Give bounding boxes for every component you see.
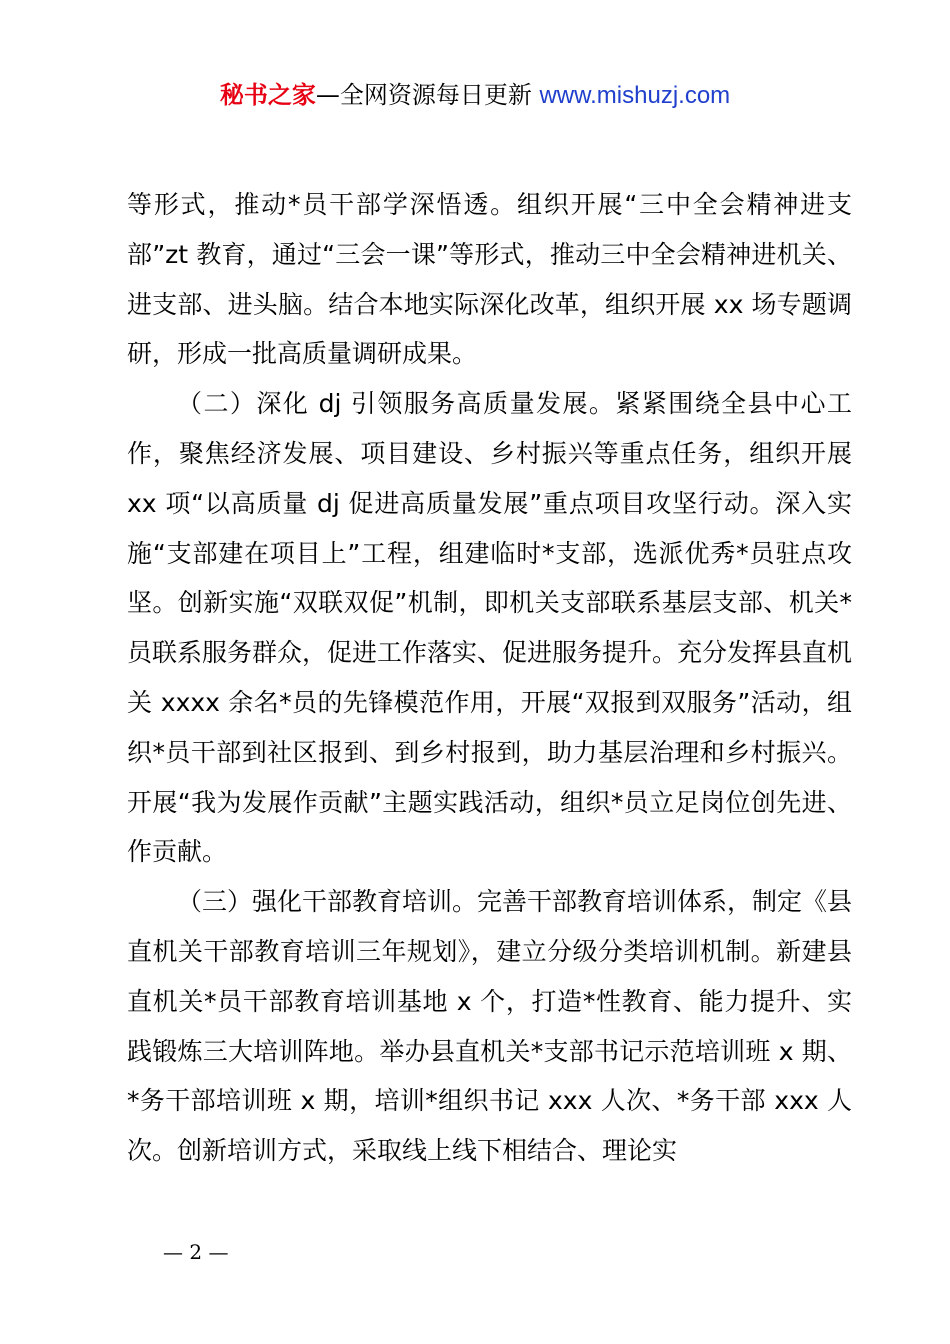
paragraph-continuation: 等形式，推动*员干部学深悟透。组织开展“三中全会精神进支部”zt 教育，通过“三会一课”等形式，推动三中全会精神进机关、进支部、进头脑。结合本地实际深化改革，组织开展 xx 场专题调研，形成一批高质量调研成果。 (127, 190, 852, 369)
header-url: www.mishuzj.com (539, 82, 731, 109)
paragraph-section-3: （三）强化干部教育培训。完善干部教育培训体系，制定《县直机关干部教育培训三年规划》，建立分级分类培训机制。新建县直机关*员干部教育培训基地 x 个，打造*性教育、能力提升、实践锻炼三大培训阵地。举办县直机关*支部书记示范培训班 x 期、*务干部培训班 x 期，培训*组织书记 xxx 人次、*务干部 xxx 人次。创新培训方式，采取线上线下相结合、理论实 (127, 887, 853, 1166)
document-body (127, 180, 852, 1176)
header-tagline: —全网资源每日更新 (315, 81, 540, 109)
page-number: — 2 — (163, 1240, 229, 1264)
paragraph-section-2: （二）深化 dj 引领服务高质量发展。紧紧围绕全县中心工作，聚焦经济发展、项目建设、乡村振兴等重点任务，组织开展 xx 项“以高质量 dj 促进高质量发展”重点项目攻坚行动。深入实施“支部建在项目上”工程，组建临时*支部，选派优秀*员驻点攻坚。创新实施“双联双促”机制，即机关支部联系基层支部、机关*员联系服务群众，促进工作落实、促进服务提升。充分发挥县直机关 xxxx 余名*员的先锋模范作用，开展“双报到双服务”活动，组织*员干部到社区报到、到乡村报到，助力基层治理和乡村振兴。开展“我为发展作贡献”主题实践活动，组织*员立足岗位创先进、作贡献。 (127, 389, 853, 867)
page-header (0, 78, 950, 113)
header-brand: 秘书之家 (219, 81, 316, 109)
